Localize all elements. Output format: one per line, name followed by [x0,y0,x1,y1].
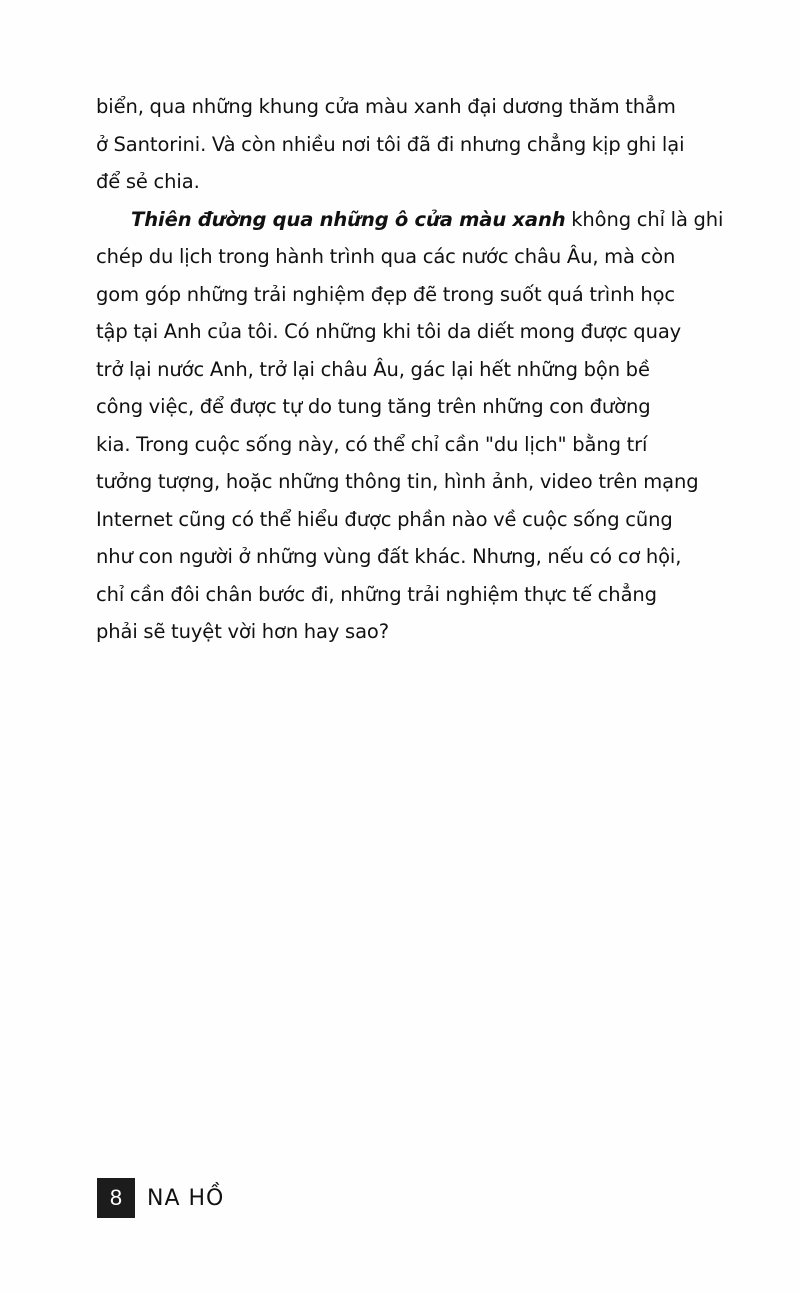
paragraph-2-line-6: công việc, để được tự do tung tăng trên những con đường [96,395,651,418]
paragraph-2-line-5: trở lại nước Anh, trở lại châu Âu, gác lại hết những bộn bề [96,357,650,381]
paragraph-1-line-2: ở Santorini. Và còn nhiều nơi tôi đã đi nhưng chẳng kịp ghi lại [96,132,685,156]
page-footer [97,1178,224,1218]
paragraph-2-line-12: phải sẽ tuyệt vời hơn hay sao? [96,620,390,643]
page-number: 8 [97,1178,135,1218]
paragraph-2-line-1 [96,201,724,239]
paragraph-2-line-3: gom góp những trải nghiệm đẹp đẽ trong suốt quá trình học [96,282,676,306]
book-title: Thiên đường qua những ô cửa màu xanh [131,207,566,231]
paragraph-2-line-11: chỉ cần đôi chân bước đi, những trải nghiệm thực tế chẳng [96,582,657,606]
paragraph-2-line-8: tưởng tượng, hoặc những thông tin, hình ảnh, video trên mạng [96,470,699,493]
author-running-head: NA HỒ [147,1185,225,1211]
paragraph-2-line-9: Internet cũng có thể hiểu được phần nào về cuộc sống cũng [96,507,673,531]
body-text [96,88,724,651]
paragraph-2-line-10: như con người ở những vùng đất khác. Nhưng, nếu có cơ hội, [96,545,682,568]
paragraph-2-line-2: chép du lịch trong hành trình qua các nước châu Âu, mà còn [96,245,676,268]
paragraph-2-line-4: tập tại Anh của tôi. Có những khi tôi da diết mong được quay [96,320,682,343]
paragraph-1-line-3: để sẻ chia. [96,170,200,193]
paragraph-1-line-1: biển, qua những khung cửa màu xanh đại dương thăm thẳm [96,95,676,118]
paragraph-2-line-7: kia. Trong cuộc sống này, có thể chỉ cần "du lịch" bằng trí [96,432,648,456]
paragraph-2-line-1-rest: không chỉ là ghi [565,207,724,231]
